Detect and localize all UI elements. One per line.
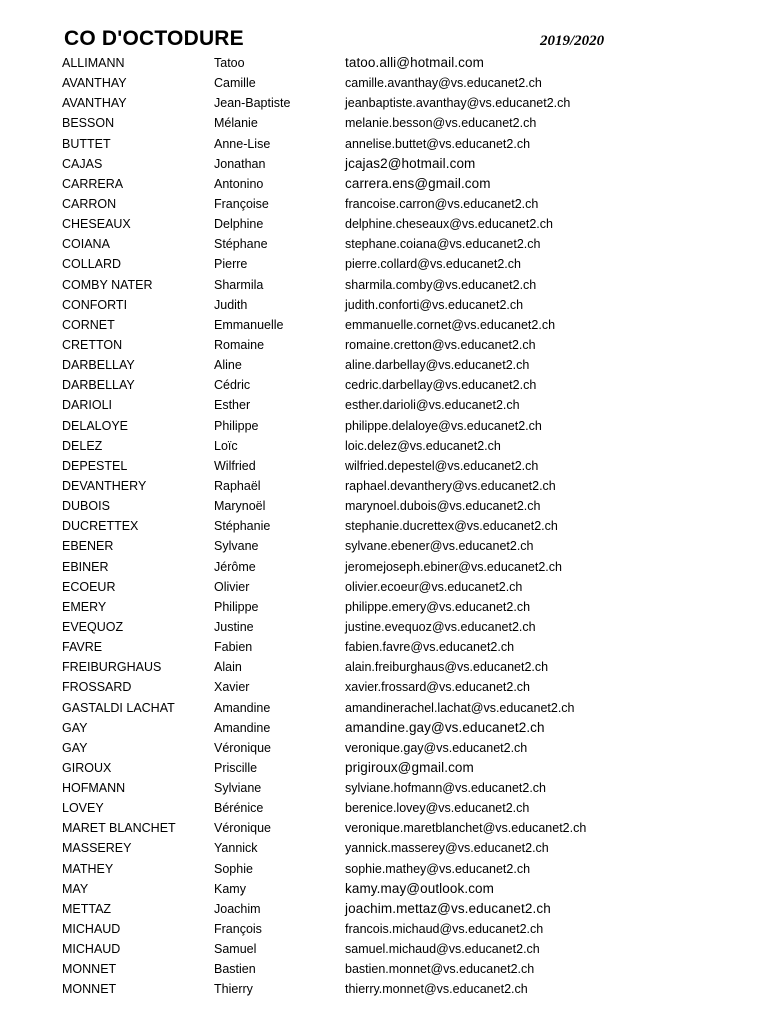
contact-row <box>0 879 768 899</box>
email-address: marynoel.dubois@vs.educanet2.ch <box>345 499 541 514</box>
first-name: Loïc <box>214 438 238 453</box>
contact-row <box>0 818 768 838</box>
last-name: LOVEY <box>62 801 104 816</box>
first-name: Joachim <box>214 901 261 916</box>
contact-list <box>0 53 768 1000</box>
email-address: fabien.favre@vs.educanet2.ch <box>345 640 515 655</box>
email-address: jeromejoseph.ebiner@vs.educanet2.ch <box>345 559 562 574</box>
last-name: BUTTET <box>62 136 111 151</box>
email-address: philippe.emery@vs.educanet2.ch <box>345 599 531 614</box>
email-address: veronique.gay@vs.educanet2.ch <box>345 740 528 755</box>
contact-row <box>0 798 768 818</box>
email-address: romaine.cretton@vs.educanet2.ch <box>345 337 536 352</box>
email-address: prigiroux@gmail.com <box>345 759 474 775</box>
email-address: delphine.cheseaux@vs.educanet2.ch <box>345 217 553 232</box>
last-name: FROSSARD <box>62 680 132 695</box>
contact-row <box>0 436 768 456</box>
email-address: sylvane.ebener@vs.educanet2.ch <box>345 539 534 554</box>
last-name: ECOEUR <box>62 579 116 594</box>
contact-row <box>0 557 768 577</box>
contact-row <box>0 496 768 516</box>
email-address: francoise.carron@vs.educanet2.ch <box>345 196 539 211</box>
last-name: DUCRETTEX <box>62 519 139 534</box>
last-name: FAVRE <box>62 640 103 655</box>
last-name: FREIBURGHAUS <box>62 660 162 675</box>
last-name: GAY <box>62 720 88 735</box>
contact-row <box>0 677 768 697</box>
contact-row <box>0 456 768 476</box>
first-name: Emmanuelle <box>214 317 284 332</box>
last-name: DUBOIS <box>62 499 110 514</box>
email-address: stephane.coiana@vs.educanet2.ch <box>345 237 541 252</box>
first-name: Bérénice <box>214 801 264 816</box>
email-address: camille.avanthay@vs.educanet2.ch <box>345 76 542 91</box>
last-name: MARET BLANCHET <box>62 821 176 836</box>
contact-row <box>0 838 768 858</box>
email-address: amandine.gay@vs.educanet2.ch <box>345 719 545 735</box>
first-name: Mélanie <box>214 116 258 131</box>
contact-row <box>0 617 768 637</box>
contact-row <box>0 355 768 375</box>
first-name: Bastien <box>214 962 256 977</box>
email-address: sharmila.comby@vs.educanet2.ch <box>345 277 537 292</box>
last-name: HOFMANN <box>62 781 126 796</box>
last-name: DEVANTHERY <box>62 478 147 493</box>
last-name: GAY <box>62 740 88 755</box>
first-name: Alain <box>214 660 242 675</box>
contact-row <box>0 718 768 738</box>
contact-row <box>0 597 768 617</box>
contact-row <box>0 416 768 436</box>
first-name: Olivier <box>214 579 250 594</box>
contact-row <box>0 899 768 919</box>
first-name: Sophie <box>214 861 253 876</box>
email-address: wilfried.depestel@vs.educanet2.ch <box>345 458 539 473</box>
contact-row <box>0 476 768 496</box>
contact-row <box>0 698 768 718</box>
last-name: CORNET <box>62 317 115 332</box>
document-year: 2019/2020 <box>540 33 605 49</box>
contact-row <box>0 194 768 214</box>
email-address: veronique.maretblanchet@vs.educanet2.ch <box>345 821 587 836</box>
contact-row <box>0 154 768 174</box>
contact-row <box>0 919 768 939</box>
first-name: Jérôme <box>214 559 256 574</box>
first-name: Jean-Baptiste <box>214 96 291 111</box>
email-address: olivier.ecoeur@vs.educanet2.ch <box>345 579 523 594</box>
first-name: Anne-Lise <box>214 136 271 151</box>
contact-row <box>0 113 768 133</box>
email-address: alain.freiburghaus@vs.educanet2.ch <box>345 660 549 675</box>
first-name: Wilfried <box>214 458 256 473</box>
last-name: ALLIMANN <box>62 56 125 70</box>
contact-row <box>0 254 768 274</box>
email-address: thierry.monnet@vs.educanet2.ch <box>345 982 528 997</box>
first-name: Judith <box>214 297 248 312</box>
last-name: DARBELLAY <box>62 378 135 393</box>
contact-row <box>0 939 768 959</box>
first-name: Françoise <box>214 196 269 211</box>
contact-row <box>0 174 768 194</box>
first-name: Stéphane <box>214 237 268 252</box>
last-name: COMBY NATER <box>62 277 153 292</box>
email-address: yannick.masserey@vs.educanet2.ch <box>345 841 549 856</box>
first-name: Sharmila <box>214 277 264 292</box>
email-address: aline.darbellay@vs.educanet2.ch <box>345 358 530 373</box>
last-name: CONFORTI <box>62 297 128 312</box>
last-name: CHESEAUX <box>62 217 131 232</box>
last-name: DARBELLAY <box>62 358 135 373</box>
last-name: AVANTHAY <box>62 76 127 91</box>
first-name: Pierre <box>214 257 248 272</box>
last-name: MATHEY <box>62 861 114 876</box>
first-name: Marynoël <box>214 499 266 514</box>
first-name: Jonathan <box>214 156 266 171</box>
first-name: Samuel <box>214 942 257 957</box>
contact-row <box>0 395 768 415</box>
email-address: jeanbaptiste.avanthay@vs.educanet2.ch <box>345 96 571 111</box>
contact-row <box>0 335 768 355</box>
contact-row <box>0 53 768 73</box>
contact-row <box>0 758 768 778</box>
last-name: CAJAS <box>62 156 103 171</box>
email-address: sylviane.hofmann@vs.educanet2.ch <box>345 781 547 796</box>
email-address: amandinerachel.lachat@vs.educanet2.ch <box>345 700 575 715</box>
last-name: DARIOLI <box>62 398 113 413</box>
last-name: DELALOYE <box>62 418 129 433</box>
contact-row <box>0 516 768 536</box>
contact-row <box>0 859 768 879</box>
email-address: stephanie.ducrettex@vs.educanet2.ch <box>345 519 558 534</box>
first-name: François <box>214 922 262 937</box>
last-name: MAY <box>62 881 89 896</box>
last-name: MICHAUD <box>62 922 121 937</box>
email-address: melanie.besson@vs.educanet2.ch <box>345 116 537 131</box>
last-name: DELEZ <box>62 438 103 453</box>
last-name: MONNET <box>62 962 117 977</box>
first-name: Amandine <box>214 700 271 715</box>
last-name: MICHAUD <box>62 942 121 957</box>
first-name: Camille <box>214 76 256 91</box>
email-address: xavier.frossard@vs.educanet2.ch <box>345 680 531 695</box>
first-name: Philippe <box>214 418 259 433</box>
email-address: sophie.mathey@vs.educanet2.ch <box>345 861 531 876</box>
last-name: BESSON <box>62 116 115 131</box>
document-title: CO D'OCTODURE <box>64 27 244 50</box>
last-name: METTAZ <box>62 901 112 916</box>
first-name: Raphaël <box>214 478 261 493</box>
email-address: berenice.lovey@vs.educanet2.ch <box>345 801 530 816</box>
contact-row <box>0 979 768 999</box>
email-address: loic.delez@vs.educanet2.ch <box>345 438 501 453</box>
first-name: Tatoo <box>214 56 245 70</box>
first-name: Philippe <box>214 599 259 614</box>
contact-row <box>0 234 768 254</box>
first-name: Fabien <box>214 640 253 655</box>
first-name: Cédric <box>214 378 251 393</box>
email-address: jcajas2@hotmail.com <box>345 155 476 171</box>
first-name: Romaine <box>214 337 265 352</box>
email-address: bastien.monnet@vs.educanet2.ch <box>345 962 535 977</box>
email-address: tatoo.alli@hotmail.com <box>345 55 484 70</box>
last-name: GASTALDI LACHAT <box>62 700 175 715</box>
contact-row <box>0 577 768 597</box>
last-name: MASSEREY <box>62 841 132 856</box>
last-name: EBENER <box>62 539 114 554</box>
email-address: raphael.devanthery@vs.educanet2.ch <box>345 478 556 493</box>
email-address: philippe.delaloye@vs.educanet2.ch <box>345 418 542 433</box>
contact-row <box>0 134 768 154</box>
contact-row <box>0 536 768 556</box>
first-name: Thierry <box>214 982 253 997</box>
email-address: justine.evequoz@vs.educanet2.ch <box>345 619 536 634</box>
email-address: cedric.darbellay@vs.educanet2.ch <box>345 378 537 393</box>
email-address: carrera.ens@gmail.com <box>345 175 491 191</box>
contact-row <box>0 375 768 395</box>
last-name: COLLARD <box>62 257 122 272</box>
first-name: Delphine <box>214 217 264 232</box>
email-address: annelise.buttet@vs.educanet2.ch <box>345 136 531 151</box>
first-name: Sylviane <box>214 781 262 796</box>
contact-row <box>0 73 768 93</box>
first-name: Stéphanie <box>214 519 271 534</box>
first-name: Sylvane <box>214 539 259 554</box>
last-name: EMERY <box>62 599 107 614</box>
last-name: GIROUX <box>62 760 112 775</box>
first-name: Esther <box>214 398 251 413</box>
last-name: CARRON <box>62 196 117 211</box>
email-address: judith.conforti@vs.educanet2.ch <box>345 297 524 312</box>
contact-row <box>0 738 768 758</box>
contact-row <box>0 315 768 335</box>
contact-row <box>0 778 768 798</box>
contact-row <box>0 959 768 979</box>
email-address: samuel.michaud@vs.educanet2.ch <box>345 942 540 957</box>
last-name: EVEQUOZ <box>62 619 124 634</box>
first-name: Véronique <box>214 740 271 755</box>
first-name: Priscille <box>214 760 258 775</box>
email-address: kamy.may@outlook.com <box>345 880 494 896</box>
contact-row <box>0 637 768 657</box>
first-name: Véronique <box>214 821 271 836</box>
first-name: Yannick <box>214 841 258 856</box>
contact-row <box>0 295 768 315</box>
last-name: AVANTHAY <box>62 96 127 111</box>
first-name: Kamy <box>214 881 246 896</box>
first-name: Aline <box>214 358 242 373</box>
email-address: francois.michaud@vs.educanet2.ch <box>345 922 544 937</box>
first-name: Amandine <box>214 720 271 735</box>
last-name: COIANA <box>62 237 110 252</box>
first-name: Antonino <box>214 176 264 191</box>
email-address: emmanuelle.cornet@vs.educanet2.ch <box>345 317 556 332</box>
last-name: DEPESTEL <box>62 458 128 473</box>
contact-row <box>0 657 768 677</box>
last-name: EBINER <box>62 559 109 574</box>
first-name: Xavier <box>214 680 250 695</box>
last-name: MONNET <box>62 982 117 997</box>
email-address: pierre.collard@vs.educanet2.ch <box>345 257 521 272</box>
last-name: CARRERA <box>62 176 124 191</box>
last-name: CRETTON <box>62 337 123 352</box>
contact-row <box>0 275 768 295</box>
contact-row <box>0 93 768 113</box>
contact-row <box>0 214 768 234</box>
first-name: Justine <box>214 619 254 634</box>
email-address: joachim.mettaz@vs.educanet2.ch <box>345 900 551 916</box>
email-address: esther.darioli@vs.educanet2.ch <box>345 398 520 413</box>
